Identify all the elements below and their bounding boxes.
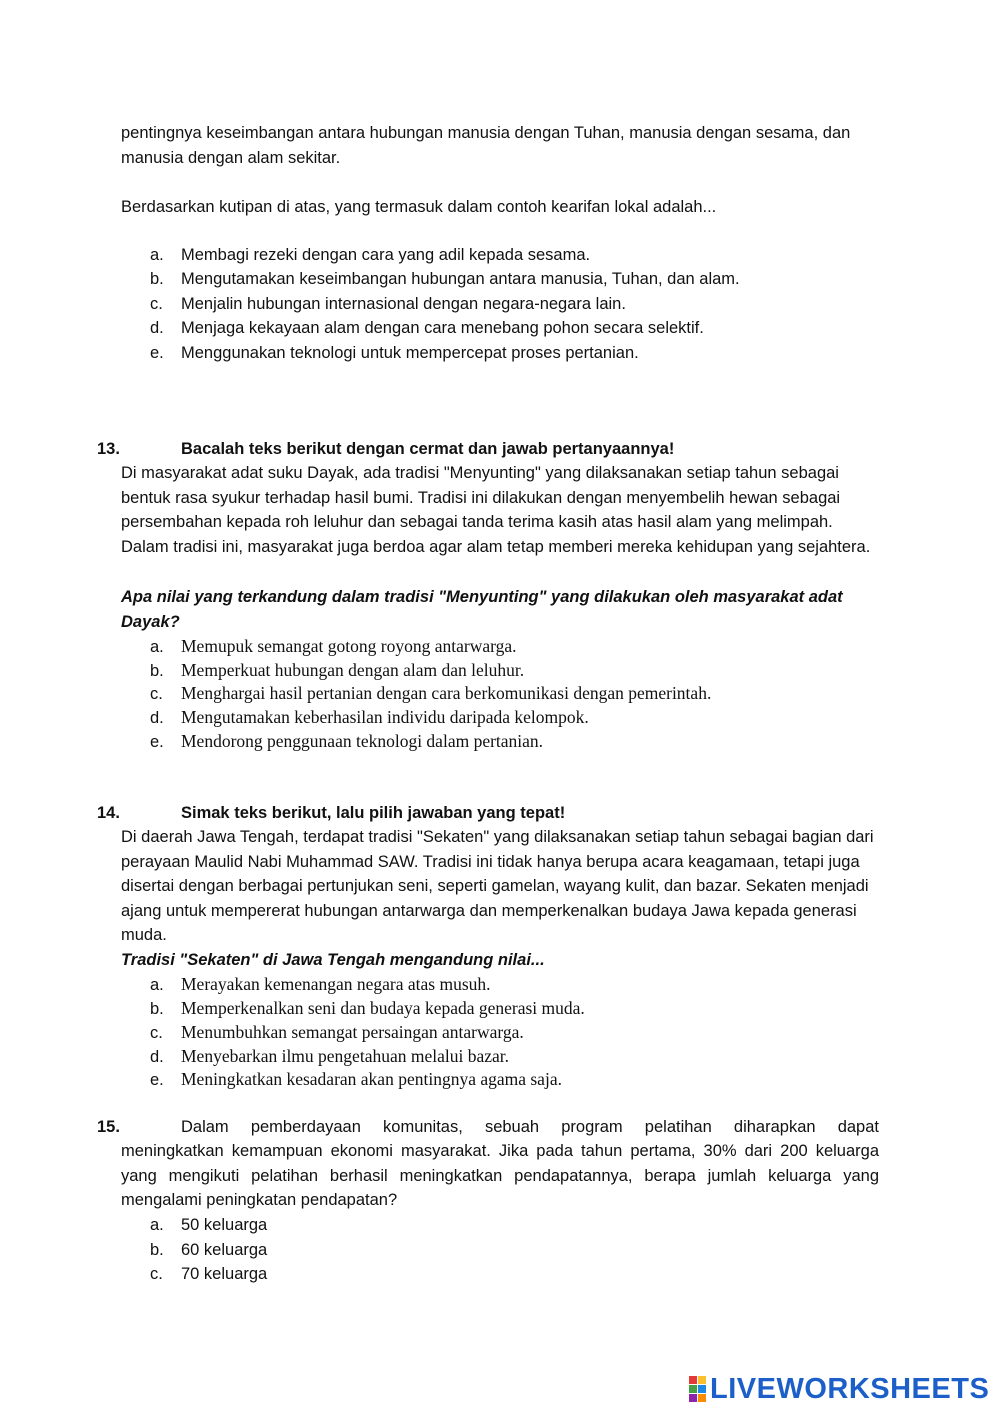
option-letter: b. bbox=[150, 1000, 164, 1018]
logo-square bbox=[689, 1376, 697, 1384]
question-13-option-d[interactable] bbox=[150, 705, 870, 731]
question-13-passage: Di masyarakat adat suku Dayak, ada tradisi "Menyunting" yang dilaksanakan setiap tahun sebagai bentuk rasa syukur terhadap hasil bumi. Tradisi ini dilakukan dengan menyembelih hewan sebagai persembahan kepada roh leluhur dan sebagai tanda terima kasih atas hasil alam yang melimpah. Dalam tradisi ini, masyarakat juga berdoa agar alam tetap memberi mereka kehidupan yang sejahtera. bbox=[121, 464, 871, 556]
question-13-option-b[interactable] bbox=[150, 658, 870, 684]
option-text: Memupuk semangat gotong royong antarwarga. bbox=[181, 636, 517, 656]
question-13-option-e[interactable] bbox=[150, 729, 870, 755]
option-letter: a. bbox=[150, 246, 164, 264]
question-14-option-c[interactable] bbox=[150, 1020, 870, 1046]
question-15-passage: meningkatkan kemampuan ekonomi masyarakat. Jika pada tahun pertama, 30% dari 200 keluarga yang mengikuti pelatihan berhasil meningkatkan pendapatannya, berapa jumlah keluarga yang mengalami peningkatan pendapatan? bbox=[121, 1142, 879, 1210]
option-text: 60 keluarga bbox=[181, 1241, 268, 1259]
option-letter: d. bbox=[150, 319, 164, 337]
intro-option-c[interactable] bbox=[150, 292, 870, 317]
option-text: Menyebarkan ilmu pengetahuan melalui bazar. bbox=[181, 1046, 509, 1066]
question-13-option-a[interactable] bbox=[150, 634, 870, 660]
question-14-option-a[interactable] bbox=[150, 972, 870, 998]
option-text: Merayakan kemenangan negara atas musuh. bbox=[181, 974, 491, 994]
intro-continuation: pentingnya keseimbangan antara hubungan manusia dengan Tuhan, manusia dengan sesama, dan manusia dengan alam sekitar. bbox=[121, 124, 851, 167]
option-letter: d. bbox=[150, 709, 164, 727]
question-13-prompt: Apa nilai yang terkandung dalam tradisi "Menyunting" yang dilakukan oleh masyarakat adat Dayak? bbox=[121, 588, 843, 631]
logo-square bbox=[698, 1394, 706, 1402]
option-text: 50 keluarga bbox=[181, 1216, 268, 1234]
option-letter: b. bbox=[150, 1241, 164, 1259]
option-letter: d. bbox=[150, 1048, 164, 1066]
option-text: Membagi rezeki dengan cara yang adil kepada sesama. bbox=[181, 246, 591, 264]
logo-square bbox=[689, 1385, 697, 1393]
question-14-option-d[interactable] bbox=[150, 1044, 870, 1070]
logo-square bbox=[689, 1394, 697, 1402]
option-text: Memperkuat hubungan dengan alam dan leluhur. bbox=[181, 660, 525, 680]
question-14-prompt: Tradisi "Sekaten" di Jawa Tengah mengandung nilai... bbox=[121, 951, 545, 969]
option-text: Menjaga kekayaan alam dengan cara menebang pohon secara selektif. bbox=[181, 319, 704, 337]
question-15-option-c[interactable] bbox=[150, 1262, 870, 1287]
option-text: Menghargai hasil pertanian dengan cara berkomunikasi dengan pemerintah. bbox=[181, 683, 712, 703]
question-13-heading: Bacalah teks berikut dengan cermat dan jawab pertanyaannya! bbox=[181, 440, 675, 458]
question-13-option-c[interactable] bbox=[150, 681, 870, 707]
intro-option-d[interactable] bbox=[150, 316, 870, 341]
intro-option-a[interactable] bbox=[150, 243, 870, 268]
option-letter: b. bbox=[150, 270, 164, 288]
question-14-passage: Di daerah Jawa Tengah, terdapat tradisi "Sekaten" yang dilaksanakan setiap tahun sebagai bagian dari perayaan Maulid Nabi Muhammad SAW. Tradisi ini tidak hanya berupa acara keagamaan, tetapi juga disertai dengan berbagai pertunjukan seni, seperti gamelan, wayang kulit, dan bazar. Sekaten menjadi ajang untuk mempererat hubungan antarwarga dan memperkenalkan budaya Jawa kepada generasi muda. bbox=[121, 828, 874, 945]
option-letter: e. bbox=[150, 1071, 164, 1089]
question-14-option-b[interactable] bbox=[150, 996, 870, 1022]
question-14-option-e[interactable] bbox=[150, 1067, 870, 1093]
option-text: Memperkenalkan seni dan budaya kepada generasi muda. bbox=[181, 998, 585, 1018]
option-letter: c. bbox=[150, 1024, 163, 1042]
option-text: Mendorong penggunaan teknologi dalam pertanian. bbox=[181, 731, 544, 751]
option-text: Meningkatkan kesadaran akan pentingnya agama saja. bbox=[181, 1069, 562, 1089]
logo-text: LIVEWORKSHEETS bbox=[710, 1372, 990, 1405]
option-letter: e. bbox=[150, 733, 164, 751]
question-15-number: 15. bbox=[97, 1118, 120, 1136]
option-letter: c. bbox=[150, 295, 163, 313]
option-letter: c. bbox=[150, 685, 163, 703]
question-15-option-a[interactable] bbox=[150, 1213, 870, 1238]
question-13-number: 13. bbox=[97, 440, 120, 458]
liveworksheets-logo[interactable] bbox=[689, 1372, 989, 1406]
intro-question: Berdasarkan kutipan di atas, yang termasuk dalam contoh kearifan lokal adalah... bbox=[121, 198, 717, 216]
option-text: Mengutamakan keberhasilan individu daripada kelompok. bbox=[181, 707, 589, 727]
option-text: Mengutamakan keseimbangan hubungan antara manusia, Tuhan, dan alam. bbox=[181, 270, 740, 288]
option-letter: a. bbox=[150, 1216, 164, 1234]
intro-option-b[interactable] bbox=[150, 267, 870, 292]
intro-option-e[interactable] bbox=[150, 341, 870, 366]
option-letter: c. bbox=[150, 1265, 163, 1283]
option-text: 70 keluarga bbox=[181, 1265, 268, 1283]
option-letter: e. bbox=[150, 344, 164, 362]
option-text: Menumbuhkan semangat persaingan antarwarga. bbox=[181, 1022, 524, 1042]
option-letter: b. bbox=[150, 662, 164, 680]
option-text: Menggunakan teknologi untuk mempercepat proses pertanian. bbox=[181, 344, 639, 362]
logo-square bbox=[698, 1376, 706, 1384]
logo-mark-icon bbox=[689, 1376, 706, 1402]
question-15-option-b[interactable] bbox=[150, 1238, 870, 1263]
logo-square bbox=[698, 1385, 706, 1393]
question-14-number: 14. bbox=[97, 804, 120, 822]
option-letter: a. bbox=[150, 638, 164, 656]
option-text: Menjalin hubungan internasional dengan negara-negara lain. bbox=[181, 295, 626, 313]
option-letter: a. bbox=[150, 976, 164, 994]
question-15-first-line: Dalam pemberdayaan komunitas, sebuah program pelatihan diharapkan dapat bbox=[181, 1118, 879, 1136]
question-14-heading: Simak teks berikut, lalu pilih jawaban yang tepat! bbox=[181, 804, 566, 822]
